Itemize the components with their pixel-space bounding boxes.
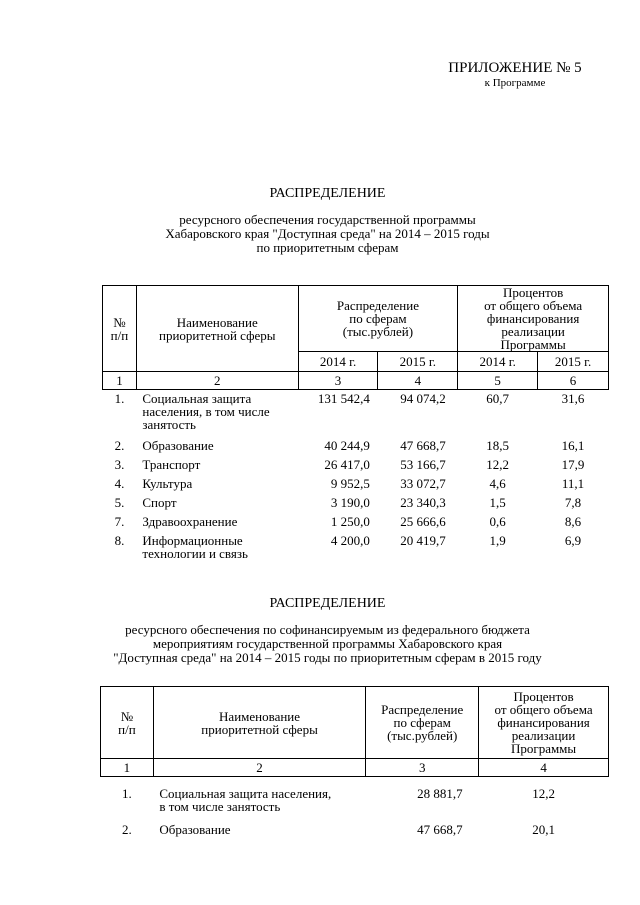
section2-title [40, 597, 615, 665]
section2-line-1: ресурсного обеспечения по софинансируемым из федерального бюджета [125, 622, 530, 637]
table-row: 3. Транспорт 26 417,0 53 166,7 12,2 17,9 [114, 456, 585, 472]
section1-line-3: по приоритетным сферам [256, 240, 399, 255]
colnum-5: 5 [458, 372, 538, 390]
row-name: Социальная защита населения, в том числе занятость [142, 391, 270, 432]
section1-title [40, 187, 615, 255]
header-num: № п/п [103, 286, 137, 372]
header-percent: Процентов от общего объема финансирования реализации Программы [458, 286, 609, 352]
header-distribution: Распределение по сферам (тыс.рублей) [366, 687, 479, 759]
colnum-6: 6 [538, 372, 609, 390]
header-name: Наименование приоритетной сферы [153, 687, 365, 759]
header-name: Наименование приоритетной сферы [136, 286, 298, 372]
table-row: 2. Образование 40 244,9 47 668,7 18,5 16,1 [114, 437, 585, 453]
table-row: 8. Информационные технологии и связь 4 200,0 20 419,7 1,9 6,9 [103, 532, 609, 564]
header-percent: Процентов от общего объема финансирования реализации Программы [479, 687, 609, 759]
colnum-4: 4 [378, 372, 458, 390]
table-row: 1. Социальная защита населения, в том числе занятость 28 881,7 12,2 [101, 777, 609, 814]
row-name: Социальная защита населения, в том числе занятость [159, 786, 332, 814]
section1-table [102, 285, 609, 564]
section1-line-1: ресурсного обеспечения государственной программы [179, 212, 476, 227]
colnum-4: 4 [479, 759, 609, 777]
header-year-2015: 2015 г. [378, 352, 458, 372]
header-pct-2015: 2015 г. [538, 352, 609, 372]
colnum-3: 3 [366, 759, 479, 777]
table-row: 2. Образование 47 668,7 20,1 [122, 822, 555, 837]
appendix-block [440, 60, 590, 89]
header-pct-2014: 2014 г. [458, 352, 538, 372]
header-year-2014: 2014 г. [298, 352, 378, 372]
table-row: 5. Спорт 3 190,0 23 340,3 1,5 7,8 [114, 494, 582, 510]
section1-heading: РАСПРЕДЕЛЕНИЕ [269, 186, 386, 201]
colnum-1: 1 [103, 372, 137, 390]
section2-heading: РАСПРЕДЕЛЕНИЕ [269, 596, 386, 611]
section2-line-2: мероприятиям государственной программы Хабаровского края [152, 636, 503, 651]
colnum-2: 2 [136, 372, 298, 390]
row-name: Информационные технологии и связь [142, 532, 248, 561]
header-num: № п/п [101, 687, 154, 759]
colnum-3: 3 [298, 372, 378, 390]
appendix-subtitle: к Программе [484, 76, 546, 89]
appendix-title: ПРИЛОЖЕНИЕ № 5 [448, 60, 582, 76]
section1-line-2: Хабаровского края "Доступная среда" на 2014 – 2015 годы [165, 226, 490, 241]
table-row: 1. Социальная защита населения, в том числе занятость 131 542,4 94 074,2 60,7 31,6 [103, 390, 609, 437]
colnum-2: 2 [153, 759, 365, 777]
table-row: 4. Культура 9 952,5 33 072,7 4,6 11,1 [114, 475, 585, 491]
section2-table [100, 686, 609, 839]
header-distribution: Распределение по сферам (тыс.рублей) [298, 286, 458, 352]
section2-line-3: "Доступная среда" на 2014 – 2015 годы по приоритетным сферам в 2015 году [113, 650, 542, 665]
colnum-1: 1 [101, 759, 154, 777]
table-row: 7. Здравоохранение 1 250,0 25 666,6 0,6 8,6 [114, 513, 582, 529]
